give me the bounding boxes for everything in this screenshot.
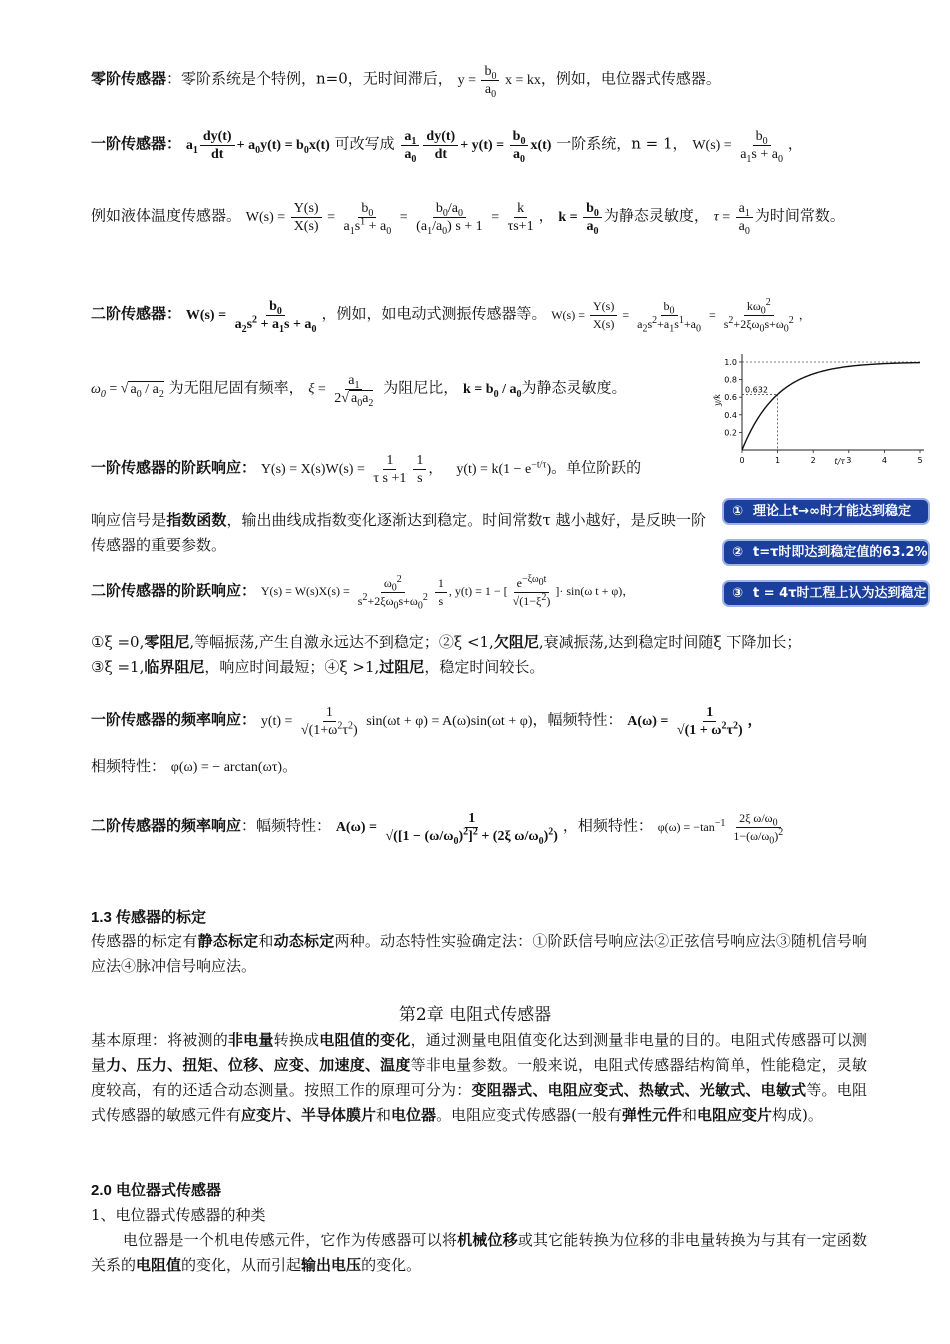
under-damping: 欠阻尼: [493, 633, 539, 651]
first-amp-formula: A(ω) = $\frac{1}{√(1 + \omega^2\tau^2)}$ ，: [627, 705, 762, 738]
damping-line-2: ③ξ =1,临界阻尼，响应时间最短；④ξ >1,过阻尼，稳定时间较长。: [91, 658, 545, 676]
x-tick-label: 2: [810, 456, 816, 465]
marker-label: 0.632: [745, 385, 768, 395]
liquid-temp-line: 例如液体温度传感器。 W(s) = $\frac{Y(s)}{X(s)}$ = $\frac{b_0}{a_1s^1 + a_0}$ = $\frac{b_0/a_0}{(a_1/a_0) s + 1}$ = $\frac{k}{\tau s+1}$ ， k = $\frac{b_0}{a_0}$ 为静态灵敏度， τ = $\frac{a_1}{a_0}$ 为时间常数。: [91, 201, 845, 237]
first-step-tail: 。单位阶跃的: [551, 458, 642, 477]
principle-paragraph: 基本原理：将被测的非电量转换成电阻值的变化，通过测量电阻值变化达到测量非电量的目的。电阻式传感器可以测量力、压力、扭矩、位移、应变、加速度、温度等非电量参数。一般来说，电阻式传感器结构简单，性能稳定，灵敏度较高，有的还适合动态测量。按照工作的原理可分为：变阻器式、电阻应变式、热敏式、光敏式、电敏式等。电阻式传感器的敏感元件有应变片、半导体膜片和电位器。电阻应变式传感器(一般有弹性元件和电阻应变片构成)。: [91, 1031, 867, 1124]
exp-function-term: 指数函数: [166, 511, 227, 529]
omega-text: 为无阻尼固有频率，: [168, 378, 304, 397]
k-text: 为静态灵敏度，: [603, 206, 709, 225]
section-heading-2-0: 2.0 电位器式传感器: [91, 1182, 222, 1199]
phase-label: ，相频特性：: [562, 816, 653, 835]
y-tick-label: 0.2: [724, 428, 737, 438]
first-order-label: 一阶传感器: [91, 134, 167, 153]
omega-xi-line: $\omega_0$ = √ $a_0 / a_2$ 为无阻尼固有频率， ξ = $\frac{a_1}{2√ a_0a_2}$ 为阻尼比， $k = b_0 / a_0$为静态灵敏度。: [91, 373, 627, 409]
second-order-formula: W(s) = $\frac{b_0}{a_2s^2 + a_1s + a_0}$: [185, 299, 317, 335]
second-phase-formula: $\varphi(\omega) = -\tan^{-1}$ $\frac{2\xi \omega/\omega_0}{1-(\omega/\omega_0)^2}$: [657, 811, 784, 847]
zero-order-tail: ，例如，电位器式传感器。: [540, 69, 721, 88]
y-tick-label: 1.0: [724, 358, 737, 367]
second-amp-formula: A(ω) = $\frac{1}{√([1 - (\omega/\omega_0)^2]^2 + (2\xi \omega/\omega_0)^2)}$: [335, 811, 558, 847]
y-tick-label: 0.8: [724, 375, 737, 385]
first-phase-label: 相频特性：: [91, 757, 167, 775]
xi-text: 为阻尼比，: [383, 378, 459, 397]
first-step-desc: 响应信号是指数函数，输出曲线成指数变化逐渐达到稳定。时间常数τ 越小越好，是反映一阶传感器的重要参数。: [91, 511, 706, 554]
y-axis-label: y/k: [713, 393, 722, 406]
zero-order-line: [91, 63, 721, 98]
second-step-label: 二阶传感器的阶跃响应: [91, 581, 242, 600]
first-order-tail: 一阶系统，n = 1，: [556, 134, 688, 153]
second-freq-label: 二阶传感器的频率响应: [91, 816, 242, 835]
k-static-text: 为静态灵敏度。: [521, 378, 627, 397]
x-tick-label: 0: [739, 456, 745, 465]
first-order-transfer: W(s) = $\frac{b_0}{a_1s + a_0}$ ，: [692, 129, 802, 165]
zero-order-formula: y = $\frac{b_0}{a_0}$ x = kx: [457, 64, 541, 100]
second-step-formula: Y(s) = W(s)X(s) = $\frac{\omega_0^2}{s^2+2\xi\omega_0s+\omega_0^2}$ $\frac{1}{s}$ , y(t) = 1 − [ $\frac{e^{-\xi\omega_0t}}{√(1-\xi^2)}$ ]· sin(ω t + φ)，: [260, 574, 635, 612]
step-note-3: ③ t = 4τ时工程上认为达到稳定: [722, 580, 930, 607]
first-freq-mid: ，幅频特性：: [532, 710, 623, 729]
subsection-heading: 1、电位器式传感器的种类: [91, 1206, 266, 1224]
liquid-temp-formula: W(s) = $\frac{Y(s)}{X(s)}$ = $\frac{b_0}{a_1s^1 + a_0}$ = $\frac{b_0/a_0}{(a_1/a_0) s + 1}$ = $\frac{k}{\tau s+1}$: [245, 201, 534, 237]
zero-order-text: ：零阶系统是个特例，n=0，无时间滞后，: [166, 69, 453, 88]
x-tick-label: 3: [846, 456, 852, 465]
first-step-line: 一阶传感器的阶跃响应： Y(s) = X(s)W(s) = $\frac{1}{\text{τ s +1}}$ $\frac{1}{s}$ ， $y(t) = k(1 - e^{-t/\tau})$。单位阶跃的: [91, 453, 642, 486]
second-order-label: 二阶传感器: [91, 304, 167, 323]
first-phase-formula: φ(ω) = − arctan(ωτ): [170, 760, 283, 775]
liquid-temp-text: 例如液体温度传感器。: [91, 206, 242, 225]
y-tick-label: 0.6: [724, 393, 737, 403]
calibration-paragraph: 传感器的标定有静态标定和动态标定两种。动态特性实验确定法：①阶跃信号响应法②正弦信号响应法③随机信号响应法④脉冲信号响应法。: [91, 932, 867, 975]
zero-order-label: 零阶传感器: [91, 69, 167, 88]
first-freq-label: 一阶传感器的频率响应: [91, 710, 242, 729]
first-order-eq2: $\frac{a_1}{a_0}$ $\frac{dy(t)}{dt}$ + y(t) = $\frac{b_0}{a_0}$ x(t): [399, 138, 551, 153]
step-note-2: ② t=τ时即达到稳定值的63.2%: [722, 539, 930, 566]
first-step-formula: Y(s) = X(s)W(s) = $\frac{1}{\text{τ s +1}}$ $\frac{1}{s}$ ， $y(t) = k(1 - e^{-t/\tau})$: [260, 453, 552, 486]
chapter-title: 第2章 电阻式传感器: [398, 1005, 552, 1025]
response-curve: [742, 363, 920, 450]
x-tick-label: 1: [775, 456, 781, 465]
zero-damping: 零阻尼: [144, 633, 190, 651]
second-order-mid: ，例如，如电动式测振传感器等。: [321, 304, 547, 323]
first-order-line: 一阶传感器： $a_1$ $\frac{dy(t)}{dt}$ + $a_0y(t) = b_0x(t)$ 可改写成 $\frac{a_1}{a_0}$ $\frac{dy(t)}{dt}$ + y(t) = $\frac{b_0}{a_0}$ x(t) 一阶系统，n = 1， W(s) = $\frac{b_0}{a_1s + a_0}$ ，: [91, 129, 802, 165]
step-response-chart: [712, 345, 927, 465]
second-order-line: 二阶传感器： W(s) = $\frac{b_0}{a_2s^2 + a_1s + a_0}$ ，例如，如电动式测振传感器等。 W(s) = $\frac{Y(s)}{X(s)}$ = $\frac{b_0}{a_2s^2+a_1s^1+a_0}$ = $\frac{k\omega_0^2}{s^2+2\xi\omega_0s+\omega_0^2}$ ，: [91, 297, 811, 335]
section-heading-1-3: 1.3 传感器的标定: [91, 909, 207, 926]
first-freq-line: 一阶传感器的频率响应： y(t) = $\frac{1}{√(1+\omega^2\tau^2)}$ sin(ωt + φ) = A(ω)sin(ωt + φ)，幅频特性： A(ω) = $\frac{1}{√(1 + \omega^2\tau^2)}$ ，: [91, 705, 762, 738]
first-step-label: 一阶传感器的阶跃响应: [91, 458, 242, 477]
x-axis-label: t/τ: [834, 457, 845, 465]
potentiometer-paragraph: 电位器是一个机电传感元件，它作为传感器可以将机械位移或其它能转换为位移的非电量转换为与其有一定函数关系的电阻值的变化，从而引起输出电压的变化。: [91, 1231, 867, 1274]
x-tick-label: 4: [881, 456, 887, 465]
first-order-mid: 可改写成: [334, 134, 395, 153]
second-step-line: 二阶传感器的阶跃响应： Y(s) = W(s)X(s) = $\frac{\omega_0^2}{s^2+2\xi\omega_0s+\omega_0^2}$ $\frac{1}{s}$ , y(t) = 1 − [ $\frac{e^{-\xi\omega_0t}}{√(1-\xi^2)}$ ]· sin(ω t + φ)，: [91, 574, 635, 612]
second-freq-line: 二阶传感器的频率响应：幅频特性： A(ω) = $\frac{1}{√([1 - (\omega/\omega_0)^2]^2 + (2\xi \omega/\omega_0)^2)}$ ，相频特性： $\varphi(\omega) = -\tan^{-1}$ $\frac{2\xi \omega/\omega_0}{1-(\omega/\omega_0)^2}$: [91, 810, 788, 845]
first-order-eq: $a_1$ $\frac{dy(t)}{dt}$ + $a_0y(t) = b_0x(t)$: [185, 129, 330, 162]
x-tick-label: 5: [917, 456, 923, 465]
y-tick-label: 0.4: [724, 410, 737, 420]
second-order-formula2: W(s) = $\frac{Y(s)}{X(s)}$ = $\frac{b_0}{a_2s^2+a_1s^1+a_0}$ = $\frac{k\omega_0^2}{s^2+2\xi\omega_0s+\omega_0^2}$ ，: [551, 297, 811, 335]
critical-damping: 临界阻尼: [144, 658, 205, 676]
tau-text: 为时间常数。: [754, 206, 845, 225]
damping-line-1: ①ξ =0,零阻尼,等幅振荡,产生自激永远达不到稳定；②ξ <1,欠阻尼,衰减振荡,达到稳定时间随ξ 下降加长；: [91, 633, 802, 651]
first-freq-formula: y(t) = $\frac{1}{√(1+\omega^2\tau^2)}$ sin(ωt + φ) = A(ω)sin(ωt + φ): [260, 705, 533, 738]
step-note-1: ① 理论上t→∞时才能达到稳定: [722, 498, 930, 525]
first-phase-line: 相频特性： φ(ω) = − arctan(ωτ)。: [91, 757, 298, 775]
over-damping: 过阻尼: [379, 658, 425, 676]
